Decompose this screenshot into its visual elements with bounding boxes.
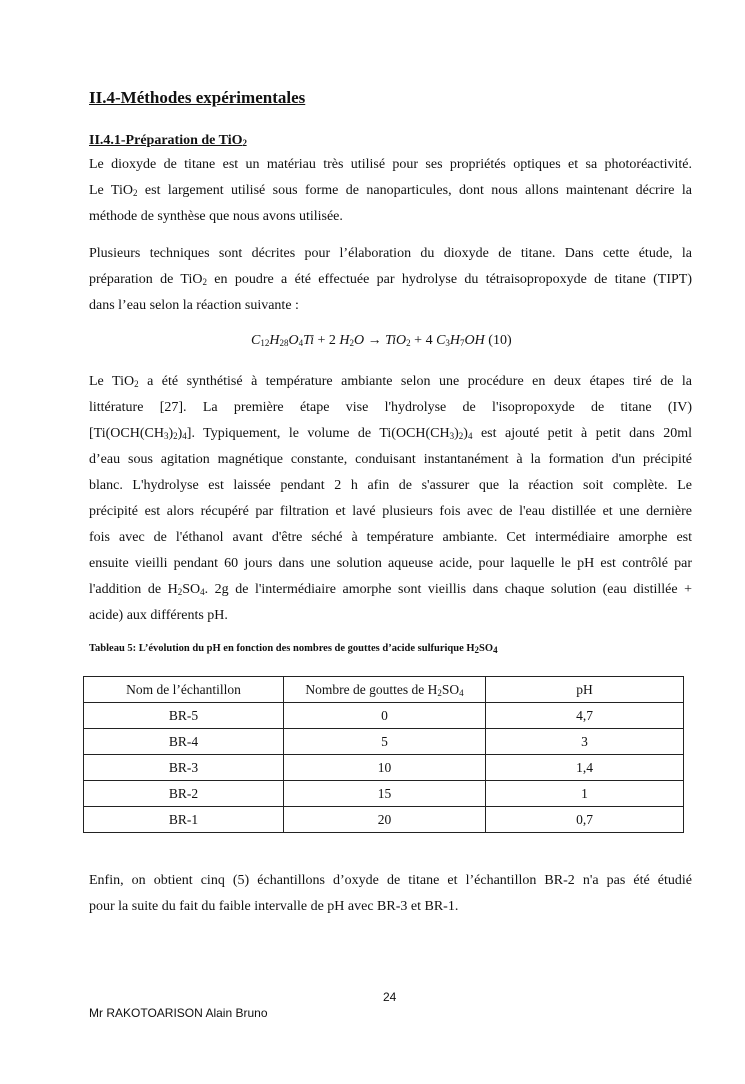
cell-drops: 0 — [284, 703, 486, 729]
cell-ph: 3 — [486, 729, 684, 755]
table-row — [84, 807, 684, 833]
chemical-equation: $C_{12}H_{28}O_4Ti + 2$ $H_2O \to TiO_2 + 4$ $C_3H_7OH$ (10) — [251, 333, 512, 348]
cell-drops: 20 — [284, 807, 486, 833]
text-line: fois avec de l'éthanol avant d'être séché à température ambiante. Cet intermédiaire amorphe est — [89, 530, 692, 545]
cell-ph: 4,7 — [486, 703, 684, 729]
cell-ph: 1,4 — [486, 755, 684, 781]
text-line: Plusieurs techniques sont décrites pour l’élaboration du dioxyde de titane. Dans cette étude, la — [89, 246, 692, 261]
text-line: ensuite vieilli pendant 60 jours dans une solution aqueuse acide, pour laquelle le pH est contrôlé par — [89, 556, 692, 571]
text-line: préparation de TiO$_2$ en poudre a été effectuée par hydrolyse du tétraisopropoxyde de titane (TIPT) — [89, 272, 693, 287]
text-line: Le dioxyde de titane est un matériau très utilisé pour ses propriétés optiques et sa photoréactivité. — [89, 157, 692, 172]
table-row — [84, 703, 684, 729]
header-ph: pH — [486, 677, 684, 703]
cell-sample-name: BR-2 — [84, 781, 284, 807]
equation-number: (10) — [488, 333, 512, 348]
cell-drops: 5 — [284, 729, 486, 755]
cell-sample-name: BR-4 — [84, 729, 284, 755]
text-line: dans l’eau selon la réaction suivante : — [89, 298, 299, 313]
cell-sample-name: BR-5 — [84, 703, 284, 729]
ph-table — [83, 676, 684, 833]
table-header-row — [84, 677, 684, 703]
text-line: littérature [27]. La première étape vise l'hydrolyse de l'isopropoxyde de titane (IV) — [89, 400, 692, 415]
page-number: 24 — [383, 990, 397, 1004]
header-drops: Nombre de gouttes de $H_2SO_4$ — [284, 677, 486, 703]
table-row — [84, 755, 684, 781]
text-line: méthode de synthèse que nous avons utilisée. — [89, 209, 343, 224]
table-caption: Tableau 5: L’évolution du pH en fonction des nombres de gouttes d’acide sulfurique $H_2SO_4$ — [89, 643, 498, 655]
text-line: l'addition de $H_2SO_4$. 2g de l'intermédiaire amorphe sont vieillis dans chaque solution (eau distillée + — [89, 582, 692, 597]
cell-sample-name: BR-3 — [84, 755, 284, 781]
author-footer: Mr RAKOTOARISON Alain Bruno — [89, 1006, 268, 1020]
text-line: pour la suite du fait du faible intervalle de pH avec BR-3 et BR-1. — [89, 899, 459, 914]
cell-drops: 10 — [284, 755, 486, 781]
cell-sample-name: BR-1 — [84, 807, 284, 833]
table-row — [84, 781, 684, 807]
paragraph-intro — [89, 152, 692, 230]
paragraph-methods — [89, 241, 692, 319]
text-line: $[Ti(OCH(CH_3)_2)_4]$. Typiquement, le volume de $Ti(OCH(CH_3)_2)_4$ est ajouté petit à petit dans 20ml — [89, 426, 693, 441]
header-sample-name: Nom de l’échantillon — [84, 677, 284, 703]
table-row — [84, 729, 684, 755]
text-line: acide) aux différents pH. — [89, 608, 228, 623]
cell-ph: 0,7 — [486, 807, 684, 833]
text-line: précipité est alors récupéré par filtration et lavé plusieurs fois avec de l'eau distillée et une dernière — [89, 504, 692, 519]
subsection-title: II.4.1-Préparation de TiO$_2$ — [89, 133, 247, 148]
text-line: d’eau sous agitation magnétique constante, conduisant instantanément à la formation d'un précipité — [89, 452, 692, 467]
text-line: Le TiO$_2$ a été synthétisé à température ambiante selon une procédure en deux étapes tiré de la — [89, 374, 692, 389]
paragraph-conclusion — [89, 868, 692, 920]
text-line: blanc. L'hydrolyse est laissée pendant 2 h afin de s'assurer que la réaction soit complète. Le — [89, 478, 692, 493]
text-line: Le TiO$_2$ est largement utilisé sous forme de nanoparticules, dont nous allons maintenant décrire la — [89, 183, 693, 198]
cell-ph: 1 — [486, 781, 684, 807]
text-line: Enfin, on obtient cinq (5) échantillons d’oxyde de titane et l’échantillon BR-2 n'a pas été étudié — [89, 873, 692, 888]
cell-drops: 15 — [284, 781, 486, 807]
section-title: II.4-Méthodes expérimentales — [89, 88, 306, 107]
paragraph-synthesis — [89, 369, 692, 629]
